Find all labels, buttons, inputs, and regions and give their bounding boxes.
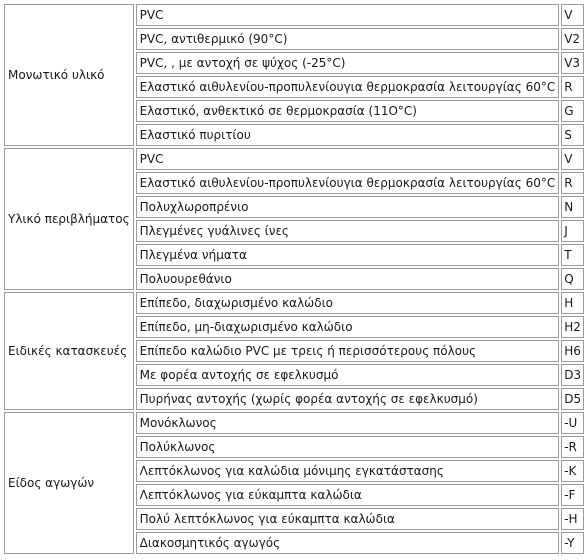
description-cell: Με φορέα αντοχής σε εφελκυσμό (136, 364, 560, 386)
code-cell: G (561, 100, 584, 122)
code-cell: V3 (561, 52, 584, 74)
category-cell: Υλικό περιβλήματος (4, 148, 134, 290)
code-cell: -U (561, 412, 584, 434)
description-cell: Επίπεδο καλώδιο PVC με τρεις ή περισσότερους πόλους (136, 340, 560, 362)
description-cell: Λεπτόκλωνος για εύκαμπτα καλώδια (136, 484, 560, 506)
code-cell: R (561, 76, 584, 98)
code-cell: -H (561, 508, 584, 530)
code-cell: S (561, 124, 584, 146)
code-cell: H6 (561, 340, 584, 362)
table-row (4, 412, 584, 434)
code-cell: H (561, 292, 584, 314)
description-cell: Πολυχλωροπρένιο (136, 196, 560, 218)
code-cell: D3 (561, 364, 584, 386)
description-cell: Ελαστικό αιθυλενίου-προπυλενίουγια θερμοκρασία λειτουργίας 60°C (136, 76, 560, 98)
description-cell: Λεπτόκλωνος για καλώδια μόνιμης εγκατάστασης (136, 460, 560, 482)
description-cell: Μονόκλωνος (136, 412, 560, 434)
code-cell: V2 (561, 28, 584, 50)
code-cell: -F (561, 484, 584, 506)
description-cell: Πολύκλωνος (136, 436, 560, 458)
description-cell: Πολύ λεπτόκλωνος για εύκαμπτα καλώδια (136, 508, 560, 530)
description-cell: Επίπεδο, διαχωρισμένο καλώδιο (136, 292, 560, 314)
description-cell: Πλεγμένες γυάλινες ίνες (136, 220, 560, 242)
description-cell: Πλεγμένα νήματα (136, 244, 560, 266)
description-cell: Πολυουρεθάνιο (136, 268, 560, 290)
description-cell: Επίπεδο, μη-διαχωρισμένο καλώδιο (136, 316, 560, 338)
code-cell: D5 (561, 388, 584, 410)
table-body (4, 4, 584, 554)
code-cell: V (561, 4, 584, 26)
code-cell: -K (561, 460, 584, 482)
description-cell: Ελαστικό πυριτίου (136, 124, 560, 146)
code-cell: R (561, 172, 584, 194)
cable-code-table (2, 2, 586, 556)
description-cell: Ελαστικό αιθυλενίου-προπυλενίουγια θερμοκρασία λειτουργίας 60°C (136, 172, 560, 194)
table-row (4, 148, 584, 170)
category-cell: Ειδικές κατασκευές (4, 292, 134, 410)
code-cell: H2 (561, 316, 584, 338)
category-cell: Είδος αγωγών (4, 412, 134, 554)
description-cell: Ελαστικό, ανθεκτικό σε θερμοκρασία (11O°C) (136, 100, 560, 122)
description-cell: Πυρήνας αντοχής (χωρίς φορέα αντοχής σε εφελκυσμό) (136, 388, 560, 410)
table-row (4, 292, 584, 314)
code-cell: T (561, 244, 584, 266)
description-cell: PVC (136, 4, 560, 26)
code-cell: J (561, 220, 584, 242)
code-cell: N (561, 196, 584, 218)
description-cell: Διακοσμητικός αγωγός (136, 532, 560, 554)
table-row (4, 4, 584, 26)
description-cell: PVC, , με αντοχή σε ψύχος (-25°C) (136, 52, 560, 74)
description-cell: PVC, αντιθερμικό (90°C) (136, 28, 560, 50)
description-cell: PVC (136, 148, 560, 170)
category-cell: Μονωτικό υλικό (4, 4, 134, 146)
code-cell: V (561, 148, 584, 170)
code-cell: Q (561, 268, 584, 290)
code-cell: -Y (561, 532, 584, 554)
code-cell: -R (561, 436, 584, 458)
